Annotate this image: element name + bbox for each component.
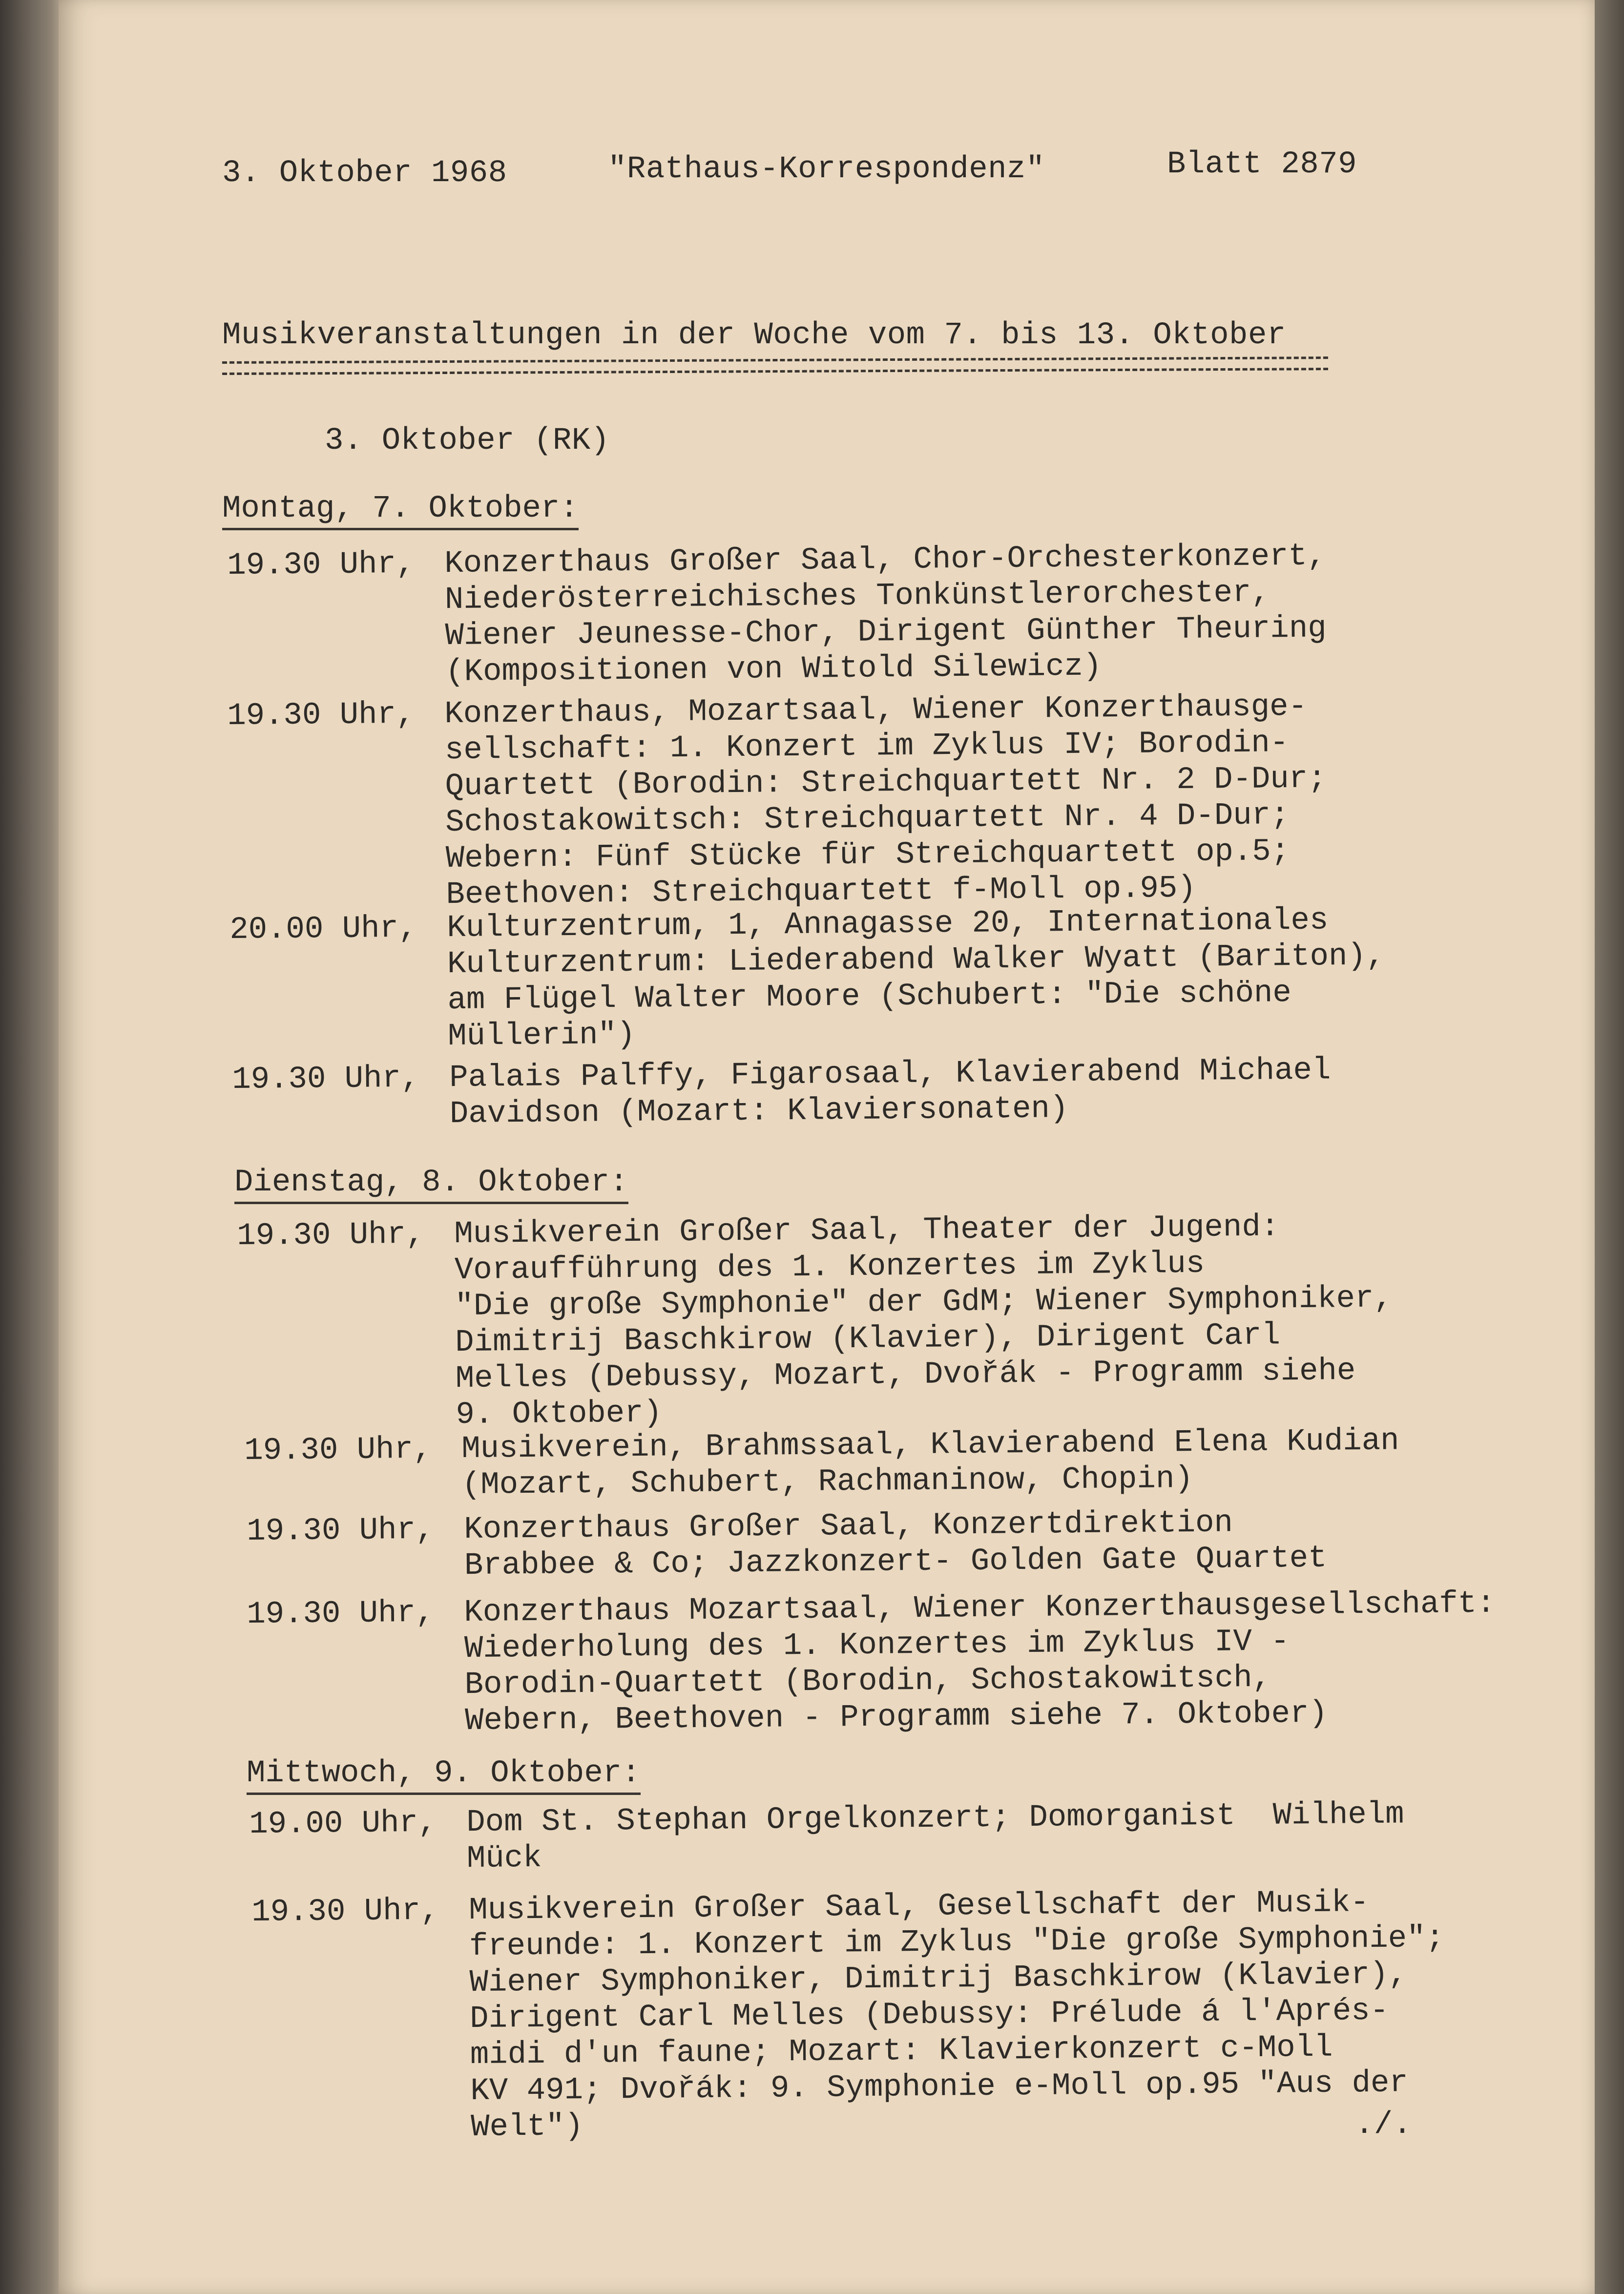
event-line: sellschaft: 1. Konzert im Zyklus IV; Borodin- [444, 726, 1289, 769]
event-line: Palais Palffy, Figarosaal, Klavierabend Michael [449, 1053, 1331, 1096]
event-line: Wiener Symphoniker, Dimitrij Baschkirow (Klavier), [469, 1957, 1408, 2001]
event-line: Borodin-Quartett (Borodin, Schostakowitsch, [464, 1660, 1271, 1703]
event-entry [227, 686, 1624, 913]
event-line: Dirigent Carl Melles (Debussy: Prélude á l'Aprés- [469, 1993, 1389, 2037]
event-time: 19.30 Uhr, [247, 1595, 435, 1632]
event-time: 19.30 Uhr, [244, 1432, 432, 1469]
page-edge [1595, 0, 1624, 2294]
event-line: Mück [466, 1840, 542, 1877]
event-line: Welt") [470, 2109, 583, 2146]
event-time: 19.00 Uhr, [249, 1805, 437, 1842]
event-line: (Kompositionen von Witold Silewicz) [445, 649, 1102, 690]
event-line: Niederösterreichisches Tonkünstlerorchester, [444, 575, 1270, 618]
event-entry [232, 1050, 1624, 1132]
event-line: Webern: Fünf Stücke für Streichquartett op.5; [445, 834, 1290, 877]
event-description [464, 1504, 1327, 1584]
event-line: Dimitrij Baschkirow (Klavier), Dirigent Carl [455, 1318, 1281, 1361]
event-time: 19.30 Uhr, [227, 697, 415, 734]
event-description [469, 1884, 1446, 2146]
document-page [59, 0, 1597, 2294]
event-description [449, 1052, 1331, 1132]
book-gutter [0, 0, 63, 2294]
event-line: Konzerthaus Großer Saal, Konzertdirektion [463, 1505, 1233, 1548]
event-line: Davidson (Mozart: Klaviersonaten) [449, 1091, 1069, 1132]
event-line: Voraufführung des 1. Konzertes im Zyklus [454, 1246, 1205, 1289]
event-time: 19.30 Uhr, [227, 546, 415, 584]
event-description [444, 538, 1327, 690]
event-line: KV 491; Dvořák: 9. Symphonie e-Moll op.95 "Aus der [470, 2065, 1409, 2109]
heading-double-rule [222, 356, 1328, 375]
event-time: 19.30 Uhr, [251, 1893, 439, 1930]
day-heading-wednesday: Mittwoch, 9. Oktober: [247, 1755, 641, 1795]
event-description [444, 688, 1328, 913]
day-heading-tuesday: Dienstag, 8. Oktober: [234, 1165, 628, 1204]
event-line: Melles (Debussy, Mozart, Dvořák - Programm siehe [455, 1354, 1356, 1397]
header-date: 3. Oktober 1968 [222, 156, 507, 191]
header-publication: "Rathaus-Korrespondenz" [608, 152, 1045, 187]
event-entry [227, 536, 1624, 690]
event-line: Konzerthaus, Mozartsaal, Wiener Konzerthausge- [444, 689, 1308, 732]
event-line: Beethoven: Streichquartett f-Moll op.95) [446, 871, 1197, 913]
event-time: 19.30 Uhr, [237, 1217, 425, 1254]
event-line: "Die große Symphonie" der GdM; Wiener Symphoniker, [455, 1281, 1393, 1325]
event-time: 20.00 Uhr, [229, 911, 417, 948]
page-heading: Musikveranstaltungen in der Woche vom 7. bis 13. Oktober [222, 318, 1286, 353]
event-entry [249, 1794, 1624, 1877]
event-entry [251, 1882, 1624, 2146]
event-line: Wiederholung des 1. Konzertes im Zyklus IV - [464, 1624, 1290, 1667]
event-line: Dom St. Stephan Orgelkonzert; Domorganist Wilhelm [466, 1797, 1404, 1841]
event-line: Konzerthaus Mozartsaal, Wiener Konzerthausgesellschaft: [463, 1586, 1496, 1631]
event-entry [237, 1206, 1624, 1433]
event-line: 9. Oktober) [456, 1396, 663, 1433]
event-line: Musikverein Großer Saal, Gesellschaft der Musik- [468, 1885, 1370, 1929]
event-line: Kulturzentrum, 1, Annagasse 20, Internationales [446, 903, 1329, 946]
event-line: Müllerin") [447, 1017, 636, 1055]
header-sheet-number: Blatt 2879 [1167, 147, 1357, 182]
event-time: 19.30 Uhr, [232, 1061, 420, 1098]
event-description [466, 1796, 1405, 1877]
event-description [454, 1208, 1394, 1433]
event-line: Brabbee & Co; Jazzkonzert- Golden Gate Quartet [464, 1541, 1327, 1584]
event-line: Wiener Jeunesse-Chor, Dirigent Günther Theuring [445, 611, 1327, 654]
event-line: (Mozart, Schubert, Rachmaninow, Chopin) [461, 1461, 1194, 1503]
event-entry [247, 1502, 1624, 1584]
event-line: Musikverein Großer Saal, Theater der Jugend: [454, 1210, 1280, 1252]
event-description [447, 902, 1386, 1055]
event-time: 19.30 Uhr, [247, 1512, 435, 1549]
event-line: Kulturzentrum: Liederabend Walker Wyatt (Bariton), [447, 938, 1385, 982]
event-line: Webern, Beethoven - Programm siehe 7. Oktober) [464, 1696, 1328, 1739]
continuation-mark: ./. [1355, 2107, 1412, 2143]
event-line: Quartett (Borodin: Streichquartett Nr. 2 D-Dur; [445, 761, 1327, 805]
day-heading-monday: Montag, 7. Oktober: [222, 491, 579, 530]
dateline: 3. Oktober (RK) [325, 423, 610, 459]
event-line: freunde: 1. Konzert im Zyklus "Die große Symphonie"; [469, 1920, 1445, 1965]
event-description [461, 1423, 1400, 1503]
event-line: midi d'un faune; Mozart: Klavierkonzert c-Moll [470, 2030, 1333, 2073]
event-line: Konzerthaus Großer Saal, Chor-Orchesterkonzert, [444, 539, 1326, 582]
event-description [464, 1586, 1497, 1739]
event-entry [247, 1585, 1624, 1739]
event-line: am Flügel Walter Moore (Schubert: "Die schöne [447, 976, 1292, 1019]
event-line: Schostakowitsch: Streichquartett Nr. 4 D-Dur; [445, 798, 1290, 841]
event-line: Musikverein, Brahmssaal, Klavierabend Elena Kudian [461, 1423, 1399, 1467]
